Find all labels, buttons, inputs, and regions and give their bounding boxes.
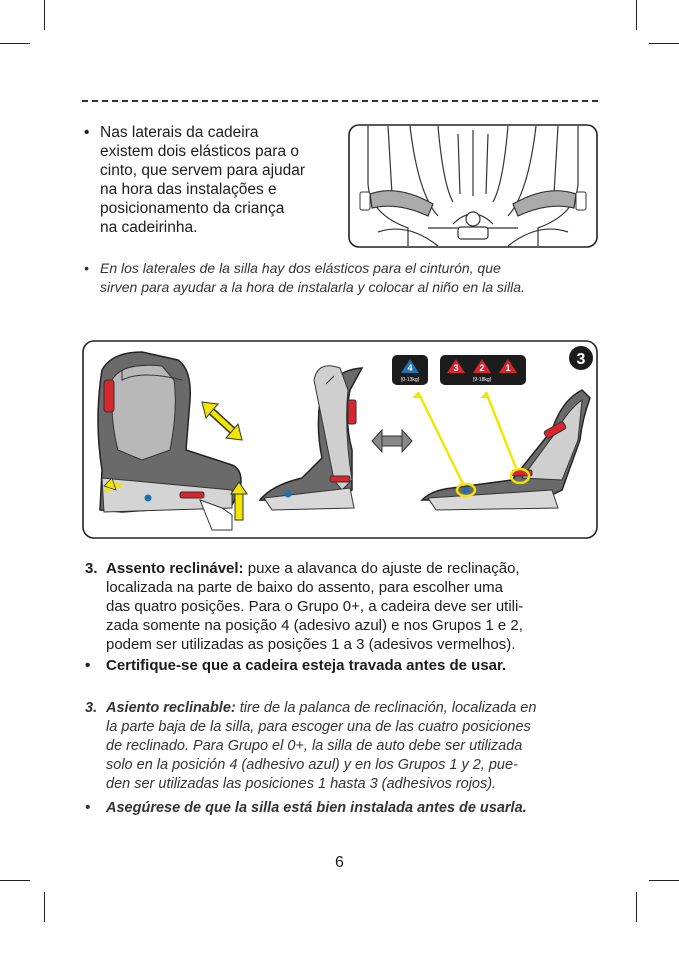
text-line: den ser utilizadas las posiciones 1 hasta 3 (adhesivos rojos).: [106, 776, 497, 792]
note-text: Asegúrese de que la silla está bien instalada antes de usarla.: [106, 800, 527, 816]
bullet: •: [84, 260, 89, 276]
crop-mark: [649, 880, 679, 881]
crop-mark: [636, 0, 637, 30]
text-line: existem dois elásticos para o: [100, 143, 300, 160]
bullet: •: [85, 800, 91, 816]
step-number: 3.: [85, 560, 98, 577]
text-line: na hora das instalações e: [100, 181, 277, 198]
text-line: localizada na parte de baixo do assento, para escolher uma: [106, 579, 503, 596]
blue-sticker: [392, 355, 428, 385]
portuguese-elastics-text: [84, 123, 340, 237]
crop-mark: [636, 892, 637, 922]
spanish-elastics-text: [84, 259, 600, 297]
text-line: solo en la posición 4 (adhesivo azul) y en los Grupos 1 y 2, pue-: [106, 757, 518, 773]
crop-mark: [0, 43, 30, 44]
text-line: posicionamento da criança: [100, 200, 285, 217]
text-line: la parte baja de la silla, para escoger una de las cuatro posiciones: [106, 719, 531, 735]
step-badge: [569, 346, 593, 370]
dashed-separator: [82, 100, 598, 102]
text-line-rest: puxe a alavanca do ajuste de reclinação,: [243, 560, 520, 577]
red-sticker: [440, 355, 526, 385]
red-sticker-range: (9-18kg): [472, 377, 492, 383]
crop-mark: [649, 43, 679, 44]
step-heading: Assento reclinável:: [106, 560, 244, 577]
text-line: Nas laterais da cadeira: [100, 124, 259, 141]
crop-mark: [0, 880, 30, 881]
text-line: En los laterales de la silla hay dos elásticos para el cinturón, que: [100, 260, 501, 276]
text-line: zada somente na posição 4 (adesivo azul) e nos Grupos 1 e 2,: [106, 617, 523, 634]
text-line: cinto, que servem para ajudar: [100, 162, 306, 179]
text-line: [106, 699, 536, 718]
step-badge-number: 3: [576, 351, 586, 368]
note-text: Certifique-se que a cadeira esteja travada antes de usar.: [106, 657, 507, 674]
text-line-rest: tire de la palanca de reclinación, localizada en: [235, 700, 537, 716]
page-number: 6: [335, 854, 344, 871]
red-sticker-number: 2: [479, 363, 485, 373]
step-heading: Asiento reclinable:: [106, 700, 236, 716]
text-line: podem ser utilizadas as posições 1 a 3 (adesivos vermelhos).: [106, 636, 516, 653]
recline-figure: [82, 340, 598, 540]
blue-sticker-number: 4: [407, 363, 413, 373]
red-sticker-number: 1: [505, 363, 511, 373]
text-line: na cadeirinha.: [100, 219, 198, 236]
text-line: [106, 559, 523, 578]
text-line: de reclinado. Para Grupo el 0+, la silla de auto debe ser utilizada: [106, 738, 523, 754]
blue-sticker-range: (0-13kg): [400, 377, 420, 383]
step-number: 3.: [85, 700, 98, 716]
bullet: •: [84, 124, 90, 141]
text-line: sirven para ayudar a la hora de instalarla y colocar al niño en la silla.: [100, 279, 525, 295]
elastics-illustration: [348, 124, 598, 248]
text-line: das quatro posições. Para o Grupo 0+, a cadeira deve ser utili-: [106, 598, 524, 615]
bullet: •: [85, 657, 91, 674]
crop-mark: [44, 892, 45, 922]
crop-mark: [44, 0, 45, 30]
red-sticker-number: 3: [453, 363, 459, 373]
